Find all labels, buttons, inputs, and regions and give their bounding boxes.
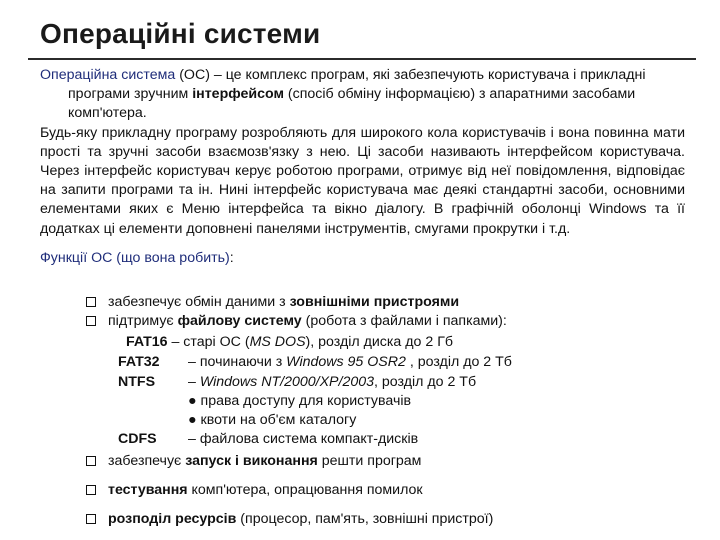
- fs-desc-italic: Windows 95 OSR2: [286, 354, 406, 370]
- fs-desc: – файлова система компакт-дисків: [188, 431, 419, 447]
- item-bold: файлову систему: [177, 313, 302, 329]
- fs-desc: – старі ОС (: [167, 334, 250, 350]
- fs-ntfs-name-cell: [118, 373, 155, 392]
- fs-name: CDFS: [118, 431, 157, 447]
- fs-name: FAT32: [118, 354, 160, 370]
- checkbox-bullet-icon: [86, 514, 96, 524]
- checkbox-bullet-icon: [86, 485, 96, 495]
- functions-heading: [40, 249, 685, 268]
- definition-abbr: (ОС): [179, 67, 210, 83]
- fs-ntfs: [188, 373, 476, 392]
- item-bold: розподіл ресурсів: [108, 511, 237, 527]
- fs-cdfs: [188, 430, 418, 449]
- item-post: (робота з файлами і папками):: [301, 313, 507, 329]
- definition-text-2: (спосіб обміну інформацією) з апаратними засобами комп'ютера.: [68, 86, 636, 122]
- slide-title: Операційні системи: [40, 18, 321, 49]
- ntfs-feature-quotas: ● квоти на об'єм каталогу: [188, 412, 357, 428]
- fs-desc-end: ), розділ диска до 2 Гб: [305, 334, 454, 350]
- fs-desc-end: , розділ до 2 Тб: [405, 354, 512, 370]
- functions-heading-text: Функції ОС (що вона робить): [40, 249, 230, 266]
- fs-desc: – починаючи з: [188, 354, 287, 370]
- item-pre: підтримує: [108, 313, 178, 329]
- fs-desc-italic: Windows NT/2000/XP/2003: [199, 374, 375, 390]
- fs-cdfs-name-cell: [118, 430, 157, 449]
- fs-fat32: [188, 353, 512, 372]
- item-pre: забезпечує обмін даними з: [108, 294, 290, 310]
- checkbox-bullet-icon: [86, 456, 96, 466]
- fs-desc-end: , розділ до 2 Тб: [374, 374, 477, 390]
- functions-list-item-4: [86, 481, 686, 500]
- item-bold: запуск і виконання: [185, 453, 318, 469]
- fs-desc-italic: MS DOS: [249, 334, 306, 350]
- checkbox-bullet-icon: [86, 297, 96, 307]
- fs-name: FAT16: [126, 334, 168, 350]
- item-post: (процесор, пам'ять, зовнішні пристрої): [236, 511, 494, 527]
- slide-body: [40, 66, 685, 268]
- os-definition: [40, 66, 685, 124]
- list-item: [86, 510, 686, 529]
- checkbox-bullet-icon: [86, 316, 96, 326]
- item-post: решти програм: [317, 453, 422, 469]
- list-item: [86, 481, 686, 500]
- item-bold: тестування: [108, 482, 188, 498]
- fs-name: NTFS: [118, 374, 156, 390]
- list-item: [86, 452, 686, 471]
- fs-fat16: [126, 333, 453, 352]
- definition-interface-word: інтерфейсом: [192, 86, 284, 103]
- ntfs-feature-permissions: ● права доступу для користувачів: [188, 393, 412, 409]
- item-pre: забезпечує: [108, 453, 186, 469]
- functions-list-item-5: [86, 510, 686, 529]
- list-item: [86, 312, 686, 331]
- functions-list-top: [86, 293, 686, 331]
- definition-text-1: – це комплекс програм, які забезпечують користувача і прикладні програми зручним: [68, 67, 646, 103]
- fs-fat32-name-cell: [118, 353, 160, 372]
- functions-heading-colon: :: [229, 249, 234, 266]
- interface-paragraph: Будь-яку прикладну програму розробляють для широкого кола користувачів і вона повинна мати прості та зручні засоби взаємозв'язку з нею. Ці засоби називають інтерфейсом користувача. Через інтерфейс користувач керує роботою програми, отримує від неї повідомлення, відповідає на запити програми та ін. Нині інтерфейс користувача має деякі стандартні засоби, основними елементами яких є Меню інтерфейса та вікно діалогу. В графічній оболонці Windows та її додатках ці елементи доповнені панелями інструментів, смугами прокрутки і т.д.: [40, 124, 685, 237]
- item-bold: зовнішніми пристроями: [289, 294, 460, 310]
- fs-desc: –: [188, 374, 200, 390]
- functions-list-item-3: [86, 452, 686, 471]
- title-divider: [28, 58, 696, 60]
- item-post: комп'ютера, опрацювання помилок: [187, 482, 423, 498]
- definition-term: Операційна система: [40, 67, 176, 83]
- list-item: [86, 293, 686, 312]
